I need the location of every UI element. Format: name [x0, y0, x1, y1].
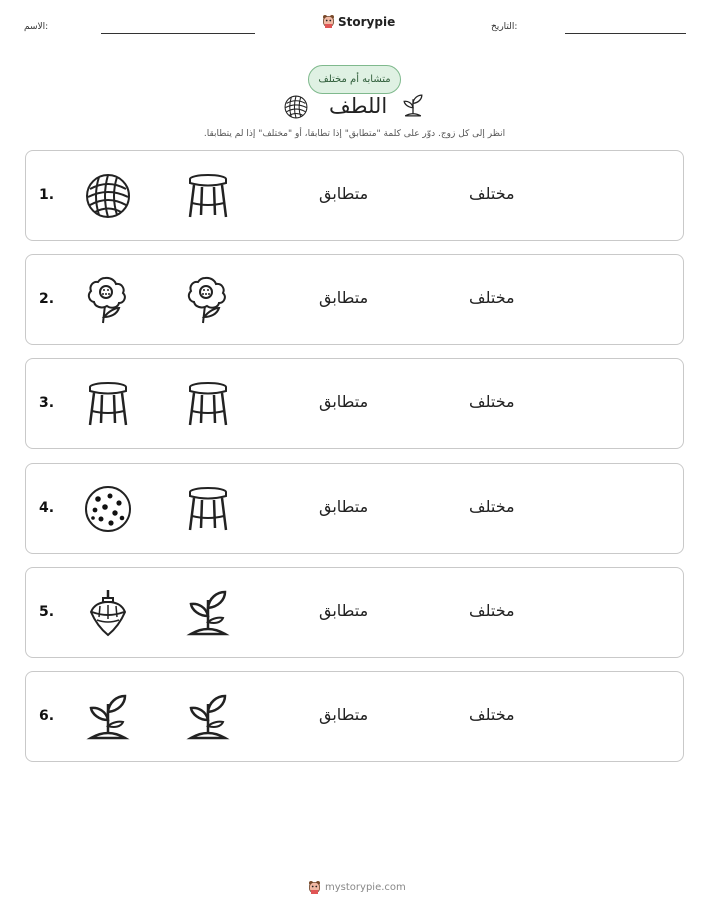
flower-icon [83, 275, 133, 325]
different-option[interactable]: مختلف [469, 392, 515, 411]
same-option[interactable]: متطابق [319, 184, 369, 203]
sprout-icon [83, 692, 133, 742]
storypie-mascot-icon [322, 14, 335, 29]
pair-card [25, 671, 684, 762]
sprout-icon [400, 92, 426, 120]
cookie-icon [83, 484, 133, 534]
date-line[interactable] [565, 33, 686, 34]
stool-icon [183, 484, 233, 534]
different-option[interactable]: مختلف [469, 184, 515, 203]
pair-card [25, 150, 684, 241]
stool-icon [183, 171, 233, 221]
pair-number: 2. [39, 291, 55, 307]
pair-card [25, 463, 684, 554]
brand-name: Storypie [338, 14, 396, 29]
name-line[interactable] [101, 33, 255, 34]
yarn-ball-icon [83, 171, 133, 221]
different-option[interactable]: مختلف [469, 288, 515, 307]
page-title: اللطف [329, 94, 388, 118]
title-row [276, 92, 426, 122]
different-option[interactable]: مختلف [469, 705, 515, 724]
stool-icon [83, 379, 133, 429]
pair-card [25, 358, 684, 449]
date-label: التاريخ: [491, 22, 518, 32]
yarn-ball-icon [283, 94, 309, 120]
same-option[interactable]: متطابق [319, 705, 369, 724]
same-option[interactable]: متطابق [319, 392, 369, 411]
pair-number: 3. [39, 395, 55, 411]
spinning-top-icon [83, 588, 133, 638]
storypie-mascot-icon [308, 880, 321, 895]
pair-number: 4. [39, 500, 55, 516]
different-option[interactable]: مختلف [469, 601, 515, 620]
flower-icon [183, 275, 233, 325]
same-option[interactable]: متطابق [319, 497, 369, 516]
instructions: انظر إلى كل زوج. دوّر على كلمة "متطابق" إذا تطابقا، أو "مختلف" إذا لم يتطابقا. [203, 129, 506, 139]
pair-card [25, 567, 684, 658]
pair-number: 6. [39, 708, 55, 724]
footer [308, 880, 406, 895]
different-option[interactable]: مختلف [469, 497, 515, 516]
sprout-icon [183, 692, 233, 742]
pair-number: 5. [39, 604, 55, 620]
name-label: الاسم: [24, 22, 49, 32]
sprout-icon [183, 588, 233, 638]
same-option[interactable]: متطابق [319, 601, 369, 620]
brand-logo [322, 14, 395, 29]
pair-card [25, 254, 684, 345]
footer-site: mystorypie.com [325, 882, 406, 893]
stool-icon [183, 379, 233, 429]
same-option[interactable]: متطابق [319, 288, 369, 307]
topic-pill: متشابه أم مختلف [308, 65, 401, 94]
pair-number: 1. [39, 187, 55, 203]
